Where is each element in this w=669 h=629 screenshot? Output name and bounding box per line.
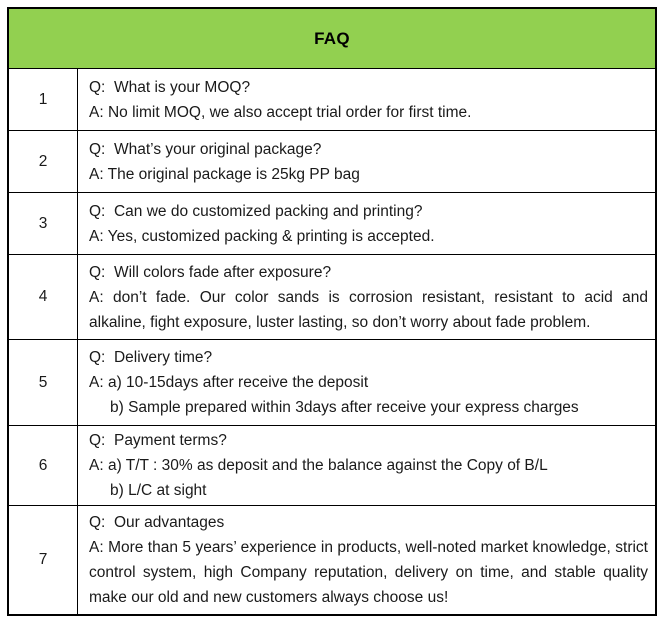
faq-row-1 <box>9 69 655 131</box>
question-line: Q: Payment terms? <box>89 432 227 449</box>
qa-cell <box>78 131 655 192</box>
row-number: 3 <box>9 193 78 254</box>
faq-row-4 <box>9 255 655 340</box>
row-number: 6 <box>9 426 78 505</box>
qa-cell <box>78 193 655 254</box>
answer-line-b: b) Sample prepared within 3days after receive your express charges <box>110 399 579 416</box>
answer-paragraph: A: More than 5 years’ experience in products, well-noted market knowledge, strict control system, high Company reputation, delivery on time, and stable quality make our old and new customers always choose us! <box>89 539 648 606</box>
answer-line-a: A: a) T/T : 30% as deposit and the balance against the Copy of B/L <box>89 457 548 474</box>
answer-line: A: The original package is 25kg PP bag <box>89 165 360 183</box>
row-number: 7 <box>9 506 78 614</box>
row-number: 4 <box>9 255 78 339</box>
faq-row-5 <box>9 340 655 426</box>
faq-header <box>9 9 655 69</box>
question-line: Q: Will colors fade after exposure? <box>89 263 332 281</box>
qa-cell <box>78 506 655 614</box>
question-line: Q: What’s your original package? <box>89 140 322 158</box>
row-number: 2 <box>9 131 78 192</box>
question-line: Q: Can we do customized packing and printing? <box>89 202 423 220</box>
answer-paragraph: A: don’t fade. Our color sands is corrosion resistant, resistant to acid and alkaline, fight exposure, luster lasting, so don’t worry about fade problem. <box>89 288 648 331</box>
answer-line: A: Yes, customized packing & printing is accepted. <box>89 227 435 245</box>
faq-row-2 <box>9 131 655 193</box>
question-line: Q: What is your MOQ? <box>89 78 251 96</box>
answer-line-a: A: a) 10-15days after receive the deposit <box>89 374 369 391</box>
question-line: Q: Delivery time? <box>89 349 213 366</box>
row-number: 1 <box>9 69 78 130</box>
question-line: Q: Our advantages <box>89 514 225 531</box>
faq-title: FAQ <box>314 28 350 48</box>
qa-cell <box>78 426 655 505</box>
faq-row-7 <box>9 506 655 614</box>
qa-cell <box>78 255 655 339</box>
faq-table <box>7 7 657 616</box>
faq-row-3 <box>9 193 655 255</box>
qa-cell <box>78 340 655 425</box>
answer-line: A: No limit MOQ, we also accept trial order for first time. <box>89 103 472 121</box>
answer-line-b: b) L/C at sight <box>110 482 207 499</box>
faq-row-6 <box>9 426 655 506</box>
row-number: 5 <box>9 340 78 425</box>
qa-cell <box>78 69 655 130</box>
